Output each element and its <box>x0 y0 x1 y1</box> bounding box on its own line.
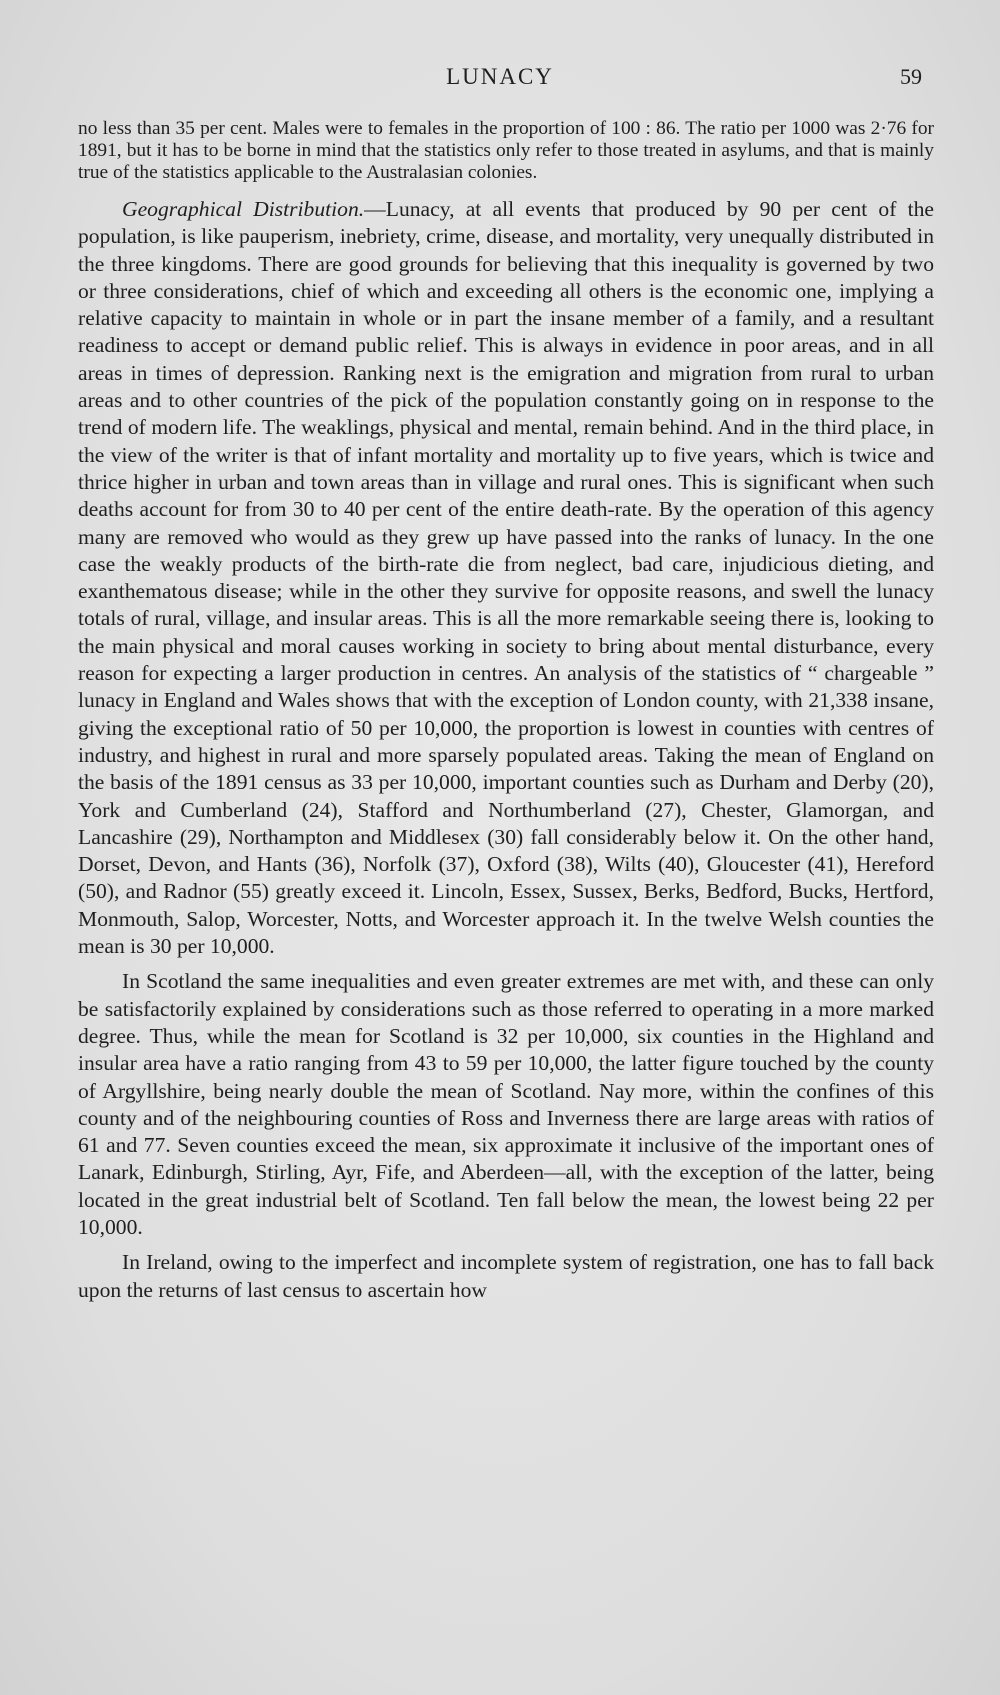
paragraph-ireland: In Ireland, owing to the imperfect and incomplete system of registration, one has to fall back upon the returns of last census to ascertain how <box>78 1250 934 1302</box>
page-header <box>78 64 922 94</box>
running-title: LUNACY <box>446 64 554 89</box>
run-in-heading: Geographical Distribution. <box>122 197 365 221</box>
paragraph-2-text: —Lunacy, at all events that produced by 90 per cent of the population, is like pauperism, inebriety, crime, disease, and mortality, very unequally distributed in the three kingdoms. There are good grounds for believing that this inequality is governed by two or three considerations, chief of which and exceeding all others is the economic one, implying a relative capacity to maintain in whole or in part the insane member of a family, and a resultant readiness to accept or demand public relief. This is always in evidence in poor areas, and in all areas in times of depression. Ranking next is the emigration and migration from rural to urban areas and to other countries of the pick of the population constantly going on in response to the trend of modern life. The weaklings, physical and mental, remain behind. And in the third place, in the view of the writer is that of infant mortality and mortality up to five years, which is twice and thrice higher in urban and town areas than in village and rural ones. This is significant when such deaths account for from 30 to 40 per cent of the entire death-rate. By the operation of this agency many are removed who would as they grew up have passed into the ranks of lunacy. In the one case the weakly products of the birth-rate die from neglect, bad care, injudicious dieting, and exanthematous disease; while in the other they survive for opposite reasons, and swell the lunacy totals of rural, village, and insular areas. This is all the more remarkable seeing there is, looking to the main physical and moral causes working in society to bring about mental disturbance, every reason for expecting a larger production in centres. An analysis of the statistics of “ chargeable ” lunacy in England and Wales shows that with the exception of London county, with 21,338 insane, giving the exceptional ratio of 50 per 10,000, the proportion is lowest in counties with centres of industry, and highest in rural and more sparsely populated areas. Taking the mean of England on the basis of the 1891 census as 33 per 10,000, important counties such as Durham and Derby (20), York and Cumberland (24), Stafford and Northumberland (27), Chester, Glamorgan, and Lancashire (29), Northampton and Middlesex (30) fall considerably below it. On the other hand, Dorset, Devon, and Hants (36), Norfolk (37), Oxford (38), Wilts (40), Gloucester (41), Hereford (50), and Radnor (55) greatly exceed it. Lincoln, Essex, Sussex, Berks, Bedford, Bucks, Hertford, Monmouth, Salop, Worcester, Notts, and Worcester approach it. In the twelve Welsh counties the mean is 30 per 10,000. <box>78 197 934 959</box>
body-text <box>78 118 934 1304</box>
paragraph-scotland: In Scotland the same inequalities and even greater extremes are met with, and these can only be satisfactorily explained by considerations such as those referred to operating in a more marked degree. Thus, while the mean for Scotland is 32 per 10,000, six counties in the Highland and insular area have a ratio ranging from 43 to 59 per 10,000, the latter figure touched by the county of Argyllshire, being nearly double the mean of Scotland. Nay more, within the confines of this county and of the neighbouring counties of Ross and Inverness there are large areas with ratios of 61 and 77. Seven counties exceed the mean, six approximate it inclusive of the important ones of Lanark, Edinburgh, Stirling, Ayr, Fife, and Aberdeen—all, with the exception of the latter, being located in the great industrial belt of Scotland. Ten fall below the mean, the lowest being 22 per 10,000. <box>78 969 934 1239</box>
paragraph-1: no less than 35 per cent. Males were to females in the proportion of 100 : 86. The ratio per 1000 was 2·76 for 1891, but it has to be borne in mind that the statistics only refer to those treated in asylums, and that is mainly true of the statistics applicable to the Australasian colonies. <box>78 118 934 183</box>
paragraph-geographical-distribution <box>78 196 934 960</box>
page-number: 59 <box>900 64 922 89</box>
